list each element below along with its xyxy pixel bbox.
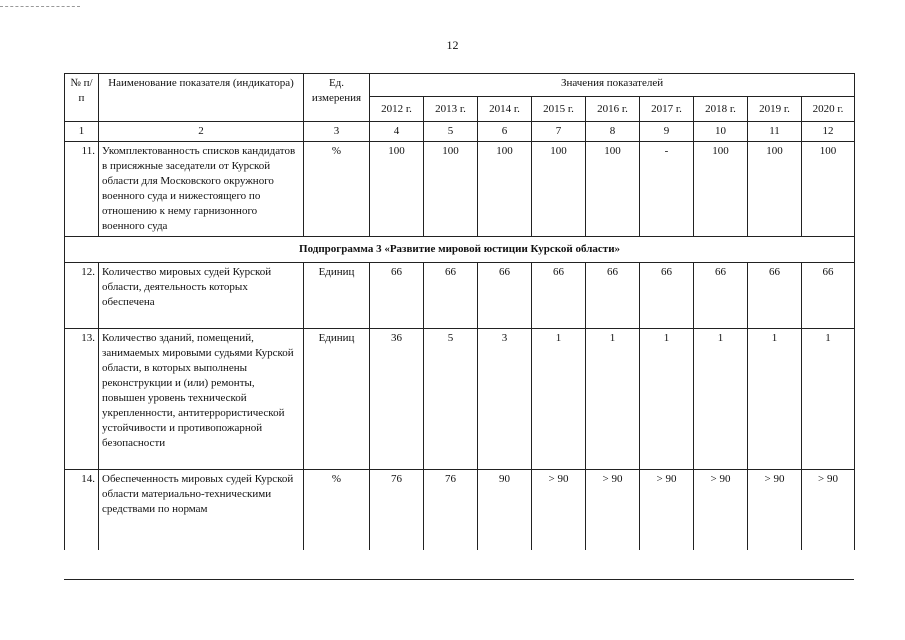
table-row (65, 470, 855, 551)
indicator-value: 100 (532, 142, 586, 237)
row-number: 11. (65, 142, 99, 237)
column-number: 8 (586, 122, 640, 142)
indicator-value: - (640, 142, 694, 237)
indicator-value: 66 (532, 263, 586, 329)
column-number: 3 (304, 122, 370, 142)
indicator-value: 1 (532, 329, 586, 470)
indicator-value: 100 (424, 142, 478, 237)
table-row (65, 142, 855, 237)
indicator-value: 1 (694, 329, 748, 470)
indicator-unit: Единиц (304, 263, 370, 329)
column-numbers-row (65, 122, 855, 142)
column-number: 9 (640, 122, 694, 142)
subprogram-row (65, 237, 855, 263)
header-year: 2020 г. (802, 97, 855, 122)
column-number: 10 (694, 122, 748, 142)
indicator-value: 1 (802, 329, 855, 470)
table-row (65, 329, 855, 470)
indicator-value: > 90 (586, 470, 640, 551)
indicator-value: > 90 (532, 470, 586, 551)
indicator-value: 66 (478, 263, 532, 329)
indicators-table (64, 73, 855, 550)
column-number: 2 (99, 122, 304, 142)
row-number: 12. (65, 263, 99, 329)
indicator-value: 1 (748, 329, 802, 470)
indicator-value: > 90 (748, 470, 802, 551)
indicator-value: 76 (424, 470, 478, 551)
indicator-value: 66 (802, 263, 855, 329)
indicator-name: Количество мировых судей Курской области, деятельность которых обеспечена (99, 263, 304, 329)
header-number: № п/п (65, 74, 99, 122)
column-number: 5 (424, 122, 478, 142)
header-year: 2019 г. (748, 97, 802, 122)
row-number: 13. (65, 329, 99, 470)
header-year: 2018 г. (694, 97, 748, 122)
header-year: 2017 г. (640, 97, 694, 122)
indicator-value: 100 (748, 142, 802, 237)
column-number: 4 (370, 122, 424, 142)
indicator-value: 100 (586, 142, 640, 237)
indicator-value: 66 (370, 263, 424, 329)
indicator-value: 66 (424, 263, 478, 329)
indicator-value: 100 (478, 142, 532, 237)
scan-edge-mark (0, 6, 80, 7)
indicator-unit: % (304, 470, 370, 551)
header-indicator-name: Наименование показателя (индикатора) (99, 74, 304, 122)
header-year: 2015 г. (532, 97, 586, 122)
indicator-value: 66 (694, 263, 748, 329)
indicator-value: 100 (694, 142, 748, 237)
indicator-value: 5 (424, 329, 478, 470)
indicator-name: Количество зданий, помещений, занимаемых мировыми судьями Курской области, в которых выполнены реконструкции и (или) ремонты, повышен уровень технической укрепленности, антитеррористической устойчивости и противопожарной безопасности (99, 329, 304, 470)
column-number: 7 (532, 122, 586, 142)
indicator-unit: % (304, 142, 370, 237)
header-year: 2014 г. (478, 97, 532, 122)
indicator-name: Обеспеченность мировых судей Курской области материально-техническими средствами по нормам (99, 470, 304, 551)
column-number: 11 (748, 122, 802, 142)
header-year: 2016 г. (586, 97, 640, 122)
column-number: 6 (478, 122, 532, 142)
indicator-unit: Единиц (304, 329, 370, 470)
indicator-value: 1 (640, 329, 694, 470)
header-values-group: Значения показателей (370, 74, 855, 97)
indicator-value: 100 (802, 142, 855, 237)
row-number: 14. (65, 470, 99, 551)
column-number: 1 (65, 122, 99, 142)
indicator-value: 76 (370, 470, 424, 551)
indicator-value: 1 (586, 329, 640, 470)
indicator-value: > 90 (802, 470, 855, 551)
indicator-value: 66 (748, 263, 802, 329)
header-unit: Ед. измерения (304, 74, 370, 122)
subprogram-title: Подпрограмма 3 «Развитие мировой юстиции Курской области» (65, 237, 855, 263)
header-year: 2012 г. (370, 97, 424, 122)
header-year: 2013 г. (424, 97, 478, 122)
indicator-value: > 90 (694, 470, 748, 551)
indicator-value: 36 (370, 329, 424, 470)
indicator-value: 90 (478, 470, 532, 551)
indicator-value: 3 (478, 329, 532, 470)
header-row-1 (65, 74, 855, 97)
indicator-value: 66 (586, 263, 640, 329)
indicator-value: > 90 (640, 470, 694, 551)
table-row (65, 263, 855, 329)
table-bottom-border (64, 579, 854, 580)
column-number: 12 (802, 122, 855, 142)
indicator-name: Укомплектованность списков кандидатов в присяжные заседатели от Курской области для Московского окружного военного суда и нижестоящего по отношению к нему гарнизонного военного суда (99, 142, 304, 237)
page-number: 12 (446, 38, 459, 52)
indicator-value: 100 (370, 142, 424, 237)
indicator-value: 66 (640, 263, 694, 329)
